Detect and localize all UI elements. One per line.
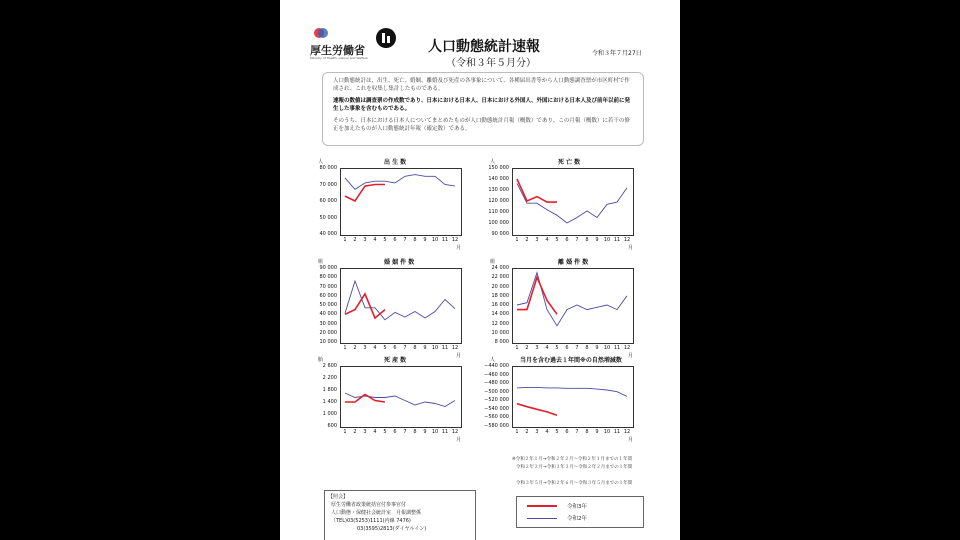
chart-1-xtick: 5 (383, 237, 387, 243)
chart-4-xtick: 1 (515, 345, 519, 351)
chart-4-ytick: 20 000 (491, 283, 509, 290)
chart-6-xtick: 12 (623, 429, 631, 435)
legend-label-r3: 令和3年 (567, 504, 587, 510)
chart-1-ytick: 70 000 (319, 181, 337, 188)
chart-5-ytick: 1 800 (322, 387, 337, 393)
chart-6-xtick: 7 (575, 429, 579, 435)
chart-4-plot (512, 268, 632, 342)
chart-5-xtick: 8 (413, 429, 417, 435)
chart-2-ytick: 150 000 (488, 165, 509, 171)
ministry-name: 厚生労働省 (310, 44, 365, 57)
chart-3-unit: 組 (318, 259, 324, 265)
chart-2-xtick: 8 (585, 237, 589, 243)
chart-2-ytick: 100 000 (488, 220, 509, 226)
chart-6-series-r2 (517, 387, 627, 396)
chart-2-xtick: 11 (613, 237, 621, 243)
chart-3-ytick: 40 000 (319, 311, 337, 318)
chart-1-series-r2 (345, 175, 455, 190)
chart-2-ytick: 120 000 (488, 198, 509, 204)
chart-5-ytick: 2 200 (322, 375, 337, 381)
chart-2-xtick: 5 (555, 237, 559, 243)
chart-6-ytick: −480 000 (484, 380, 509, 387)
chart-6-xtick: 3 (535, 429, 539, 435)
chart-4-ytick: 10 000 (491, 329, 509, 336)
legend-label-r2: 令和2年 (567, 516, 587, 522)
ministry-subname: Ministry of Health, Labour and Welfare (310, 56, 368, 60)
chart-1-series-r3 (345, 185, 385, 202)
chart-3-ytick: 50 000 (319, 302, 337, 308)
mhlw-logo-icon (314, 26, 328, 40)
chart-2-xtick: 1 (515, 237, 519, 243)
chart-5-xtick: 6 (393, 429, 397, 435)
chart-4-xtick: 2 (525, 345, 529, 351)
chart-2-series-r3 (517, 179, 557, 202)
chart-6-xtick: 6 (565, 429, 569, 435)
chart-1-xtick: 1 (343, 237, 347, 243)
chart-4-xtick: 8 (585, 345, 589, 351)
page-title: 人口動態統計速報 (428, 39, 540, 55)
chart-6-ytick: −580 000 (484, 423, 509, 429)
chart-6-xtick: 4 (545, 429, 549, 435)
chart-1-xtick: 6 (393, 237, 397, 243)
publication-date: 令和３年７月27日 (592, 50, 642, 57)
chart-5-ytick: 1 000 (322, 411, 337, 417)
chart-4-xtick: 9 (595, 345, 599, 351)
chart-6-ytick: −520 000 (484, 397, 509, 404)
chart-6-xtick: 8 (585, 429, 589, 435)
chart-4-ytick: 8 000 (494, 339, 509, 345)
note-3: 令和３年５月→令和２年６月～令和３年５月までの１年間 (516, 481, 633, 486)
chart-2-xtick: 2 (525, 237, 529, 243)
chart-3-xtick: 4 (373, 345, 377, 351)
page-subtitle: （令和３年５月分） (446, 58, 536, 69)
chart-1-month-unit: 月 (456, 245, 462, 251)
document-page (280, 0, 680, 540)
chart-6-xtick: 5 (555, 429, 559, 435)
chart-6-xtick: 10 (603, 429, 611, 435)
chart-1-ytick: 80 000 (319, 165, 337, 171)
chart-4-ytick: 18 000 (491, 292, 509, 299)
chart-3-xtick: 11 (441, 345, 449, 351)
chart-6-ytick: −560 000 (484, 414, 509, 421)
chart-4-xtick: 4 (545, 345, 549, 351)
chart-1-title: 出 生 数 (384, 159, 407, 166)
intro-paragraph-2: 速報の数値は調査票の作成数であり、日本における日本人、日本における外国人、外国における日本人及び前年以前に発生した事象を含むものである。 (333, 98, 631, 112)
chart-2-unit: 人 (490, 159, 496, 165)
chart-4-ytick: 24 000 (491, 265, 509, 271)
chart-5-unit: 胎 (318, 357, 324, 363)
intro-paragraph-3: そのうち、日本における日本人についてまとめたものが人口動態統計月報（概数）であり、この月報（概数）に若干の修正を加えたものが人口動態統計年報（確定数）である。 (333, 118, 630, 132)
chart-2-xtick: 6 (565, 237, 569, 243)
chart-4-xtick: 12 (623, 345, 631, 351)
chart-3-ytick: 30 000 (319, 320, 337, 327)
chart-3-ytick: 90 000 (319, 265, 337, 271)
chart-1-xtick: 8 (413, 237, 417, 243)
contact-line-1: 厚生労働省政策統括官付参事官付 (331, 502, 407, 508)
chart-3-xtick: 7 (403, 345, 407, 351)
chart-1-ytick: 60 000 (319, 198, 337, 204)
chart-3-ytick: 70 000 (319, 283, 337, 290)
chart-4-xtick: 10 (603, 345, 611, 351)
chart-3-xtick: 10 (431, 345, 439, 351)
chart-1-unit: 人 (318, 159, 324, 165)
chart-6-title: 当月を含む過去１年間※の自然増減数 (520, 357, 622, 364)
chart-1-plot (340, 168, 460, 234)
chart-4-unit: 組 (490, 259, 496, 265)
chart-2-ytick: 110 000 (488, 209, 509, 215)
chart-4-xtick: 3 (535, 345, 539, 351)
chart-6-xtick: 11 (613, 429, 621, 435)
chart-6-xtick: 1 (515, 429, 519, 435)
chart-3-xtick: 12 (451, 345, 459, 351)
intro-box (322, 72, 644, 146)
chart-5-month-unit: 月 (456, 437, 462, 443)
contact-heading: 【照会】 (328, 494, 349, 500)
chart-5-xtick: 5 (383, 429, 387, 435)
chart-2-xtick: 10 (603, 237, 611, 243)
chart-3-ytick: 10 000 (319, 339, 337, 345)
chart-2-plot (512, 168, 632, 234)
chart-4-title: 離 婚 件 数 (558, 259, 589, 266)
chart-3-plot (340, 268, 460, 342)
chart-5-ytick: 2 600 (322, 363, 337, 369)
chart-1-xtick: 11 (441, 237, 449, 243)
chart-4-xtick: 7 (575, 345, 579, 351)
contact-line-4: 03(3595)2813(ダイヤルイン) (357, 526, 427, 532)
chart-5-xtick: 10 (431, 429, 439, 435)
chart-2-series-r2 (517, 183, 627, 223)
chart-6-ytick: −540 000 (484, 405, 509, 412)
intro-paragraph-1: 人口動態統計は、出生、死亡、婚姻、離婚及び死産の各事象について、各種届出書等から人口動態調査票が市区町村で作成され、これを収集し集計したものである。 (333, 78, 630, 92)
chart-3-series-r3 (345, 294, 385, 318)
chart-2-ytick: 140 000 (488, 176, 509, 182)
chart-2-xtick: 4 (545, 237, 549, 243)
chart-3-title: 婚 姻 件 数 (384, 259, 415, 266)
chart-5-xtick: 11 (441, 429, 449, 435)
chart-2-xtick: 7 (575, 237, 579, 243)
chart-6-unit: 人 (490, 357, 496, 363)
chart-6-ytick: −440 000 (484, 363, 509, 369)
chart-2-month-unit: 月 (628, 245, 634, 251)
chart-legend (516, 496, 644, 528)
chart-5-xtick: 1 (343, 429, 347, 435)
chart-4-ytick: 14 000 (491, 311, 509, 318)
chart-2-title: 死 亡 数 (558, 159, 581, 166)
chart-1-xtick: 7 (403, 237, 407, 243)
chart-2-xtick: 12 (623, 237, 631, 243)
contact-box (324, 490, 476, 540)
chart-3-xtick: 8 (413, 345, 417, 351)
legend-swatch-r3 (527, 505, 557, 507)
chart-5-plot (340, 366, 460, 426)
chart-5-xtick: 4 (373, 429, 377, 435)
chart-6-series-r3 (517, 404, 557, 416)
chart-3-xtick: 5 (383, 345, 387, 351)
chart-1-xtick: 12 (451, 237, 459, 243)
chart-3-xtick: 3 (363, 345, 367, 351)
chart-6-ytick: −500 000 (484, 388, 509, 395)
chart-2-xtick: 3 (535, 237, 539, 243)
chart-3-ytick: 20 000 (319, 329, 337, 336)
chart-3-ytick: 80 000 (319, 274, 337, 281)
chart-5-xtick: 2 (353, 429, 357, 435)
statistics-mark-icon (376, 28, 396, 48)
chart-4-xtick: 11 (613, 345, 621, 351)
chart-6-ytick: −460 000 (484, 371, 509, 378)
contact-line-2: 人口動態・保健社会統計室 月報調整係 (331, 510, 422, 516)
chart-5-series-r2 (345, 393, 455, 407)
chart-4-series-r2 (517, 273, 627, 326)
chart-6-plot (512, 366, 632, 426)
chart-2-xtick: 9 (595, 237, 599, 243)
chart-5-ytick: 1 400 (322, 399, 337, 405)
chart-1-xtick: 9 (423, 237, 427, 243)
chart-1-xtick: 10 (431, 237, 439, 243)
chart-2-ytick: 90 000 (491, 231, 509, 237)
chart-3-ytick: 60 000 (319, 292, 337, 299)
chart-5-ytick: 600 (327, 423, 337, 429)
chart-6-xtick: 2 (525, 429, 529, 435)
note-1: ※令和２年１月→令和２年２月～令和２年１月までの１年間 (512, 457, 633, 462)
contact-line-3: （TEL)03(5253)1111(内線 7476) (331, 518, 411, 524)
note-2: 令和２年２月→令和３年３月～令和２年２月までの１年間 (516, 465, 633, 470)
chart-3-month-unit: 月 (456, 353, 462, 359)
chart-1-xtick: 2 (353, 237, 357, 243)
chart-5-xtick: 9 (423, 429, 427, 435)
legend-swatch-r2 (527, 518, 557, 519)
chart-5-xtick: 7 (403, 429, 407, 435)
chart-5-title: 死 産 数 (384, 357, 407, 364)
chart-3-xtick: 9 (423, 345, 427, 351)
chart-1-xtick: 4 (373, 237, 377, 243)
chart-1-ytick: 40 000 (319, 231, 337, 237)
chart-5-xtick: 3 (363, 429, 367, 435)
chart-3-xtick: 6 (393, 345, 397, 351)
chart-6-xtick: 9 (595, 429, 599, 435)
chart-4-series-r3 (517, 277, 557, 314)
chart-4-xtick: 5 (555, 345, 559, 351)
chart-4-xtick: 6 (565, 345, 569, 351)
chart-6-month-unit: 月 (628, 437, 634, 443)
chart-3-xtick: 1 (343, 345, 347, 351)
chart-1-ytick: 50 000 (319, 214, 337, 221)
chart-1-xtick: 3 (363, 237, 367, 243)
chart-4-ytick: 12 000 (491, 320, 509, 327)
chart-2-ytick: 130 000 (488, 187, 509, 193)
chart-5-xtick: 12 (451, 429, 459, 435)
chart-4-month-unit: 月 (628, 353, 634, 359)
chart-4-ytick: 22 000 (491, 274, 509, 281)
chart-4-ytick: 16 000 (491, 302, 509, 308)
chart-3-xtick: 2 (353, 345, 357, 351)
